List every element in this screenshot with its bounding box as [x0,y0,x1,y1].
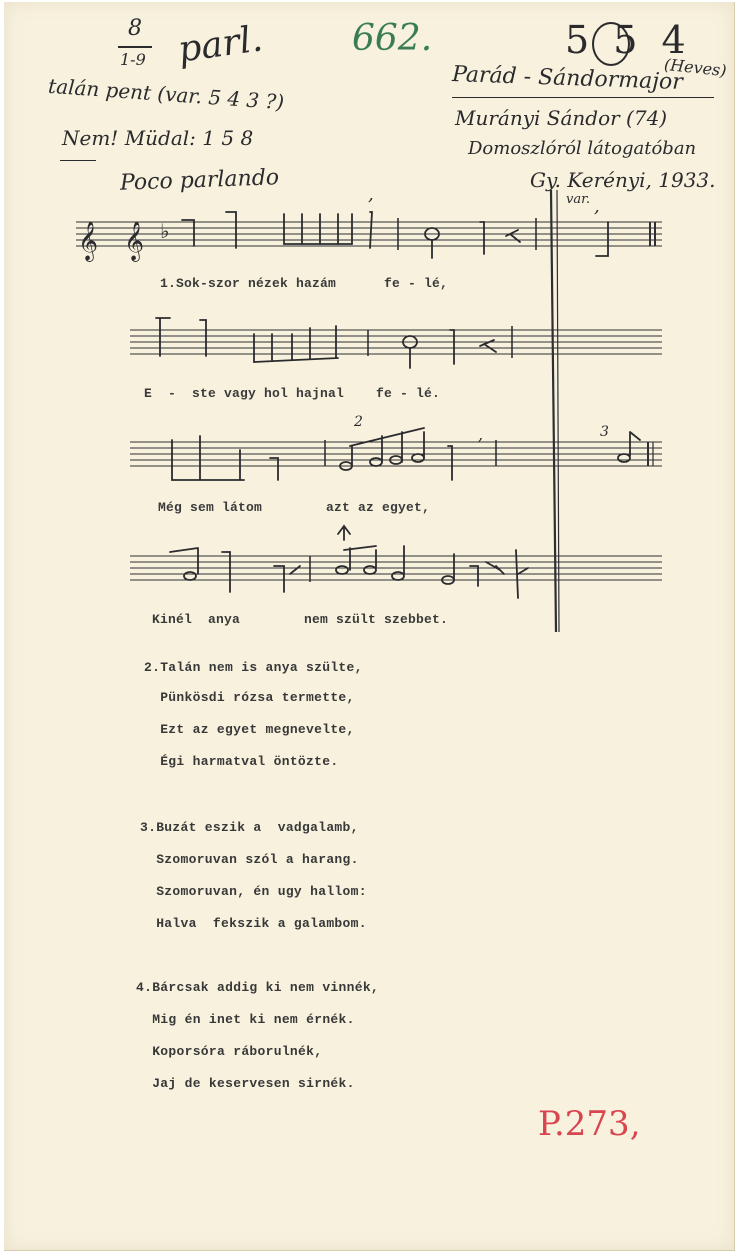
staff-3 [130,442,662,466]
catalog-number-right: 5 5 4 [565,18,692,62]
page-reference: P.273, [538,1104,641,1144]
tempo-marking: Poco parlando [119,165,280,196]
treble-clef-icon: 𝄞 [78,221,99,261]
stanza-line: Szomoruvan szól a harang. [140,852,359,867]
stanza-line: 4.Bárcsak addig ki nem vinnék, [136,980,380,995]
lyric-line-1: 1.Sok-szor nézek hazám fe - lé, [160,276,449,291]
staff-4 [130,556,662,580]
stanza-line: 2.Talán nem is anya szülte, [144,660,363,675]
stanza-line: Ezt az egyet megnevelte, [144,722,355,737]
breath-mark-2: , [594,196,600,217]
stanza-line: Jaj de keservesen sirnék. [136,1076,355,1091]
catalog-number-green: 662. [352,18,433,59]
stanza-line: Halva fekszik a galambom. [140,916,367,931]
meter-fraction-bottom: 1-9 [120,50,146,69]
collector-name: Gy. Kerényi, 1933. [530,168,716,192]
meter-fraction-top: 8 [128,16,142,41]
division-line [551,190,556,632]
stanza-line: Koporsóra ráborulnék, [136,1044,323,1059]
breath-mark: , [368,184,374,205]
nem-mudal-note: Nem! Müdal: 1 5 8 [62,126,254,150]
breath-mark-3: , [478,425,484,444]
lyric-line-2: E - ste vagy hol hajnal fe - lé. [144,386,441,401]
stanza-line: 3.Buzát eszik a vadgalamb, [140,820,359,835]
stanza-line: Égi harmatval öntözte. [144,754,339,769]
number-mark-2: 3 [600,424,609,440]
parl-label: parl. [175,18,266,71]
lyric-line-4: Kinél anya nem szült szebbet. [152,612,449,627]
flat-icon: ♭ [160,219,170,243]
staff-2 [130,330,662,354]
source-note: Domoszlóról látogatóban [468,138,697,159]
place-name: Parád - Sándormajor [451,61,684,96]
singer-name: Murányi Sándor (74) [455,106,668,130]
stanza-line: Mig én inet ki nem érnék. [136,1012,355,1027]
stanza-line: Szomoruvan, én ugy hallom: [140,884,367,899]
talan-note: talán pent (var. 5 4 3 ?) [47,73,285,115]
stanza-line: Pünkösdi rózsa termette, [144,690,355,705]
county-name: (Heves) [663,54,728,81]
lyric-line-3: Még sem látom azt az egyet, [158,500,431,515]
number-mark: 2 [354,414,363,430]
treble-clef-icon-2: 𝄞 [124,221,145,261]
variant-mark: var. [566,192,591,207]
